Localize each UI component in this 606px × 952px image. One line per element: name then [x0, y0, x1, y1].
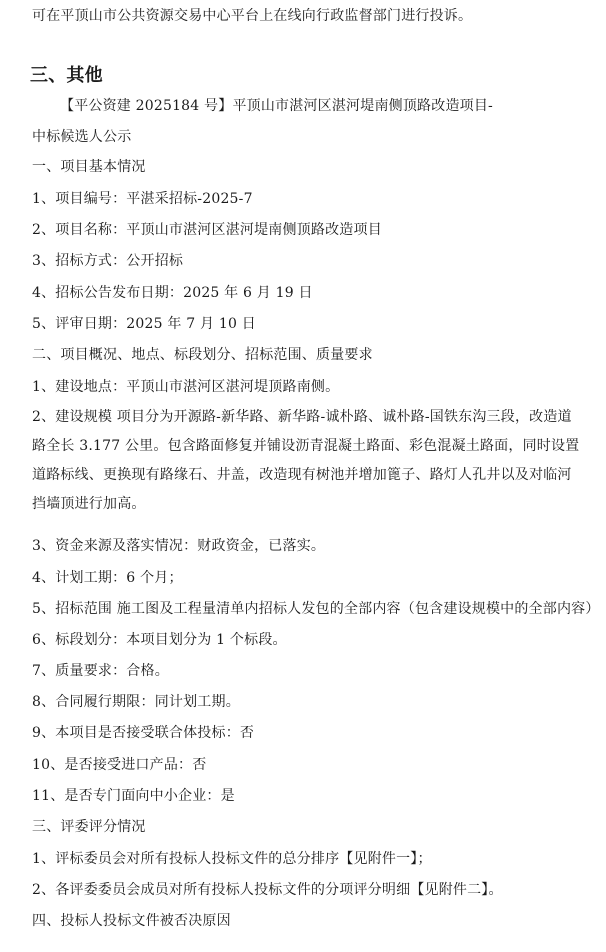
tender-method: 3、招标方式：公开招标: [32, 253, 184, 269]
construction-scale: 2、建设规模 项目分为开源路-新华路、新华路-诚朴路、诚朴路-国铁东沟三段，改造道路全长 3.177 公里。包含路面修复并铺设沥青混凝土路面、彩色混凝土路面，同时设置道路标线、更换现有路缘石、井盖，改造现有树池并增加篦子、路灯人孔井以及对临河挡墙顶进行加高。: [32, 409, 580, 512]
imported-products: 10、是否接受进口产品：否: [32, 757, 207, 773]
construction-location: 1、建设地点：平顶山市湛河区湛河堤顶路南侧。: [32, 379, 340, 395]
announcement-date: 4、招标公告发布日期：2025 年 6 月 19 日: [32, 285, 313, 301]
review-date: 5、评审日期：2025 年 7 月 10 日: [32, 316, 256, 332]
complaint-note: 可在平顶山市公共资源交易中心平台上在线向行政监督部门进行投诉。: [32, 8, 473, 24]
section-heading: 三、其他: [30, 65, 103, 86]
project-number: 1、项目编号：平湛采招标-2025-7: [32, 191, 253, 207]
quality-requirement: 7、质量要求：合格。: [32, 663, 169, 679]
project-name: 2、项目名称：平顶山市湛河区湛河堤南侧顶路改造项目: [32, 222, 382, 238]
notice-title-line2: 中标候选人公示: [32, 129, 132, 145]
consortium-bidding: 9、本项目是否接受联合体投标：否: [32, 725, 255, 741]
tender-scope: 5、招标范围 施工图及工程量清单内招标人发包的全部内容（包含建设规模中的全部内容）: [32, 601, 600, 617]
score-details: 2、各评委委员会成员对所有投标人投标文件的分项评分明细【见附件二】。: [32, 882, 503, 898]
lot-division: 6、标段划分：本项目划分为 1 个标段。: [32, 632, 287, 648]
part3-title: 三、评委评分情况: [32, 819, 146, 835]
funding-source: 3、资金来源及落实情况：财政资金，已落实。: [32, 538, 326, 554]
planned-duration: 4、计划工期：6 个月；: [32, 570, 183, 586]
part1-title: 一、项目基本情况: [32, 159, 146, 175]
notice-title-line1: 【平公资建 2025184 号】平顶山市湛河区湛河堤南侧顶路改造项目-: [60, 98, 493, 114]
sme-only: 11、是否专门面向中小企业：是: [32, 788, 235, 804]
contract-period: 8、合同履行期限：同计划工期。: [32, 694, 240, 710]
part4-title: 四、投标人投标文件被否决原因: [32, 913, 231, 929]
score-ranking: 1、评标委员会对所有投标人投标文件的总分排序【见附件一】；: [32, 851, 432, 867]
part2-title: 二、项目概况、地点、标段划分、招标范围、质量要求: [32, 347, 373, 363]
